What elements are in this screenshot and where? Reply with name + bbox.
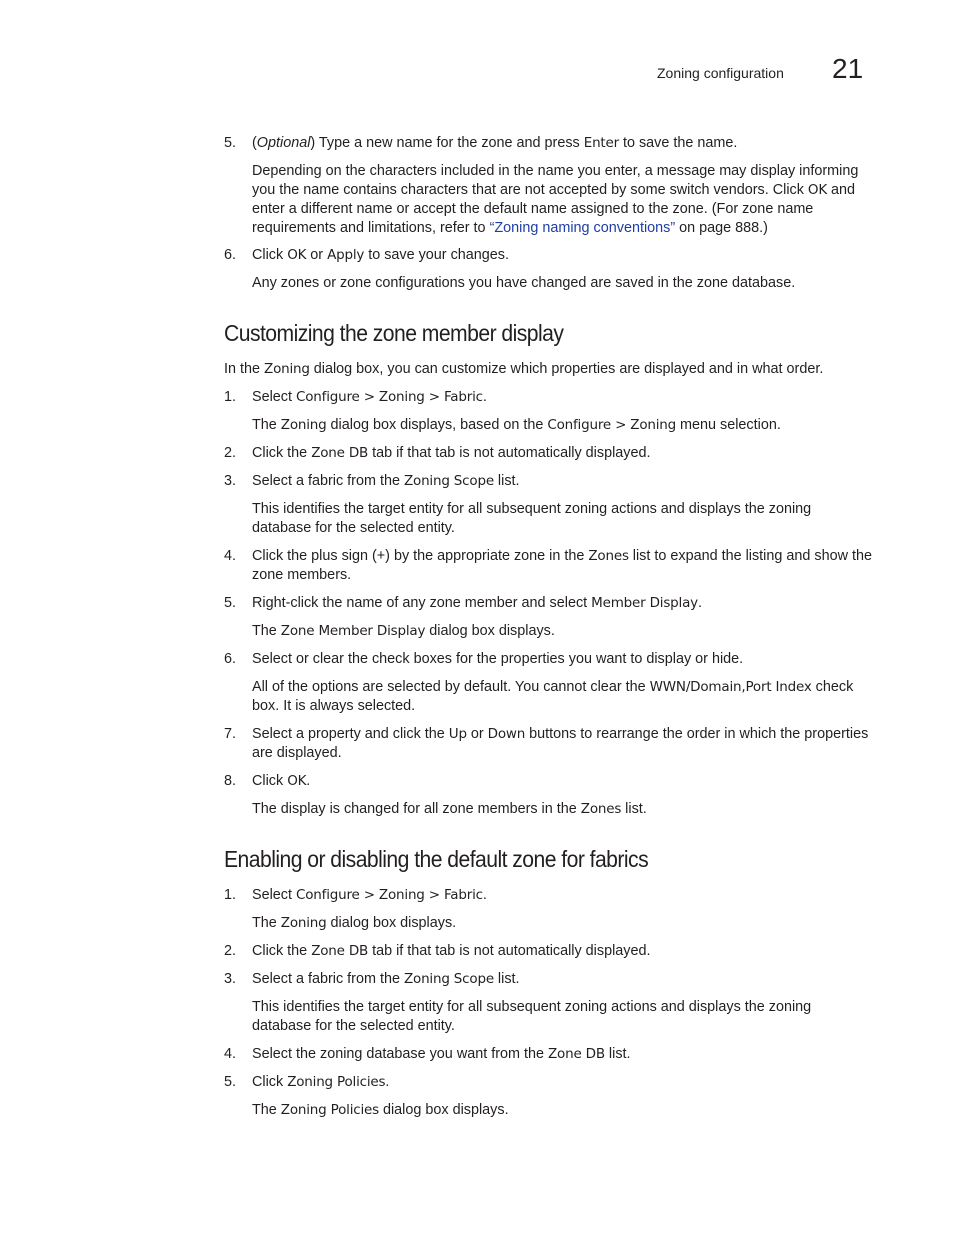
ui-term: Apply: [327, 247, 365, 263]
text: This identifies the target entity for all subsequent zoning actions and displays the zoning database for the selected entity.: [252, 501, 812, 536]
step-number: 2.: [224, 943, 237, 959]
text: Select or clear the check boxes for the properties you want to display or hide.: [252, 651, 744, 667]
ui-term: OK: [287, 773, 307, 789]
s1-step-4: [224, 547, 874, 585]
text: The: [252, 417, 281, 433]
text: dialog box, you can customize which properties are displayed and in what order.: [309, 361, 824, 377]
s2-step-3: [224, 970, 874, 989]
text: dialog box displays.: [326, 915, 457, 931]
s1-step-6-note: [224, 678, 874, 716]
step-number: 6.: [224, 651, 237, 667]
step-number: 4.: [224, 1046, 237, 1062]
text: Select a fabric from the: [252, 473, 404, 489]
step-6: [224, 246, 874, 265]
ui-term: Up: [448, 726, 467, 742]
ui-term: WWN/Domain,Port Index: [649, 679, 812, 695]
s1-step-8-note: [224, 800, 874, 819]
text: The: [252, 623, 281, 639]
s1-step-6: [224, 650, 874, 669]
step-number: 5.: [224, 135, 237, 151]
text: dialog box displays, based on the: [326, 417, 548, 433]
text: or: [306, 247, 328, 263]
s1-step-5: [224, 594, 874, 613]
text: ) Type a new name for the zone and press: [310, 135, 584, 151]
step-number: 3.: [224, 971, 237, 987]
text: This identifies the target entity for all subsequent zoning actions and displays the zoning database for the selected entity.: [252, 999, 812, 1034]
ui-term: Member Display: [591, 595, 698, 611]
text: list.: [621, 801, 647, 817]
ui-term: Zone DB: [311, 943, 369, 959]
ui-term: Configure > Zoning: [547, 417, 677, 433]
s2-step-2: [224, 942, 874, 961]
text: Depending on the characters included in the name you enter, a message may display informing you the name contains characters that are not accepted by some switch vendors. Click: [252, 163, 859, 198]
ui-term: Configure > Zoning > Fabric: [296, 389, 483, 405]
ui-term: Zoning Policies: [287, 1074, 386, 1090]
step-number: 5.: [224, 1074, 237, 1090]
text: list to expand the listing and show the zone members.: [252, 548, 872, 583]
ui-term: Zoning Policies: [280, 1102, 379, 1118]
ui-term: Zone Member Display: [280, 623, 426, 639]
ui-term: Zoning: [264, 361, 310, 377]
step-number: 8.: [224, 773, 237, 789]
text: .: [697, 595, 702, 611]
text: Right-click the name of any zone member and select: [252, 595, 592, 611]
text: .: [385, 1074, 390, 1090]
ui-term: Zoning Scope: [403, 971, 494, 987]
s1-step-1-note: [224, 416, 874, 435]
s1-step-2: [224, 444, 874, 463]
cross-reference-link[interactable]: “Zoning naming conventions”: [489, 220, 676, 236]
step-number: 3.: [224, 473, 237, 489]
text: Click: [252, 247, 288, 263]
s1-step-5-note: [224, 622, 874, 641]
text: Any zones or zone configurations you have changed are saved in the zone database.: [252, 275, 796, 291]
text: In the: [224, 361, 265, 377]
ui-term: OK: [807, 182, 828, 198]
s2-step-4: [224, 1045, 874, 1064]
text: The display is changed for all zone members in the: [252, 801, 581, 817]
text: tab if that tab is not automatically displayed.: [368, 445, 651, 461]
ui-term: OK: [287, 247, 307, 263]
text: Click the: [252, 445, 312, 461]
step-number: 7.: [224, 726, 237, 742]
step-6-note: [224, 274, 874, 293]
text: Select: [252, 887, 296, 903]
text: dialog box displays.: [425, 623, 555, 639]
ui-term: Zone DB: [548, 1046, 605, 1062]
ui-term: Zones: [588, 548, 629, 564]
ui-term: Zones: [580, 801, 622, 817]
s1-step-3-note: [224, 500, 874, 538]
text: tab if that tab is not automatically displayed.: [368, 943, 651, 959]
step-5-optional: [224, 134, 874, 153]
s1-step-7: [224, 725, 874, 763]
text: to save the name.: [618, 135, 738, 151]
text: .: [482, 389, 487, 405]
text: Select: [252, 389, 296, 405]
s2-step-5-note: [224, 1101, 874, 1120]
text: Click the plus sign (+) by the appropriate zone in the: [252, 548, 589, 564]
running-header-title: Zoning configuration: [657, 65, 784, 81]
step-number: 5.: [224, 595, 237, 611]
s1-step-3: [224, 472, 874, 491]
ui-term: Zoning: [280, 915, 327, 931]
text: or: [466, 726, 488, 742]
s2-step-3-note: [224, 998, 874, 1036]
text: dialog box displays.: [378, 1102, 509, 1118]
text: The: [252, 1102, 281, 1118]
text: list.: [493, 971, 520, 987]
s2-step-1-note: [224, 914, 874, 933]
ui-term: Zoning Scope: [403, 473, 494, 489]
text: list.: [604, 1046, 631, 1062]
s1-step-1: [224, 388, 874, 407]
ui-term: Down: [487, 726, 526, 742]
text: on page 888.): [675, 220, 768, 236]
ui-term: Configure > Zoning > Fabric: [296, 887, 483, 903]
chapter-number: 21: [832, 53, 864, 84]
text: Click the: [252, 943, 312, 959]
ui-term: Zone DB: [311, 445, 369, 461]
text: .: [482, 887, 487, 903]
step-number: 4.: [224, 548, 237, 564]
s2-step-5: [224, 1073, 874, 1092]
text: Click: [252, 1074, 288, 1090]
text: check box. It is always selected.: [252, 679, 854, 714]
text: .: [306, 773, 311, 789]
text: Select a fabric from the: [252, 971, 404, 987]
ui-term: Zoning: [280, 417, 327, 433]
text: menu selection.: [676, 417, 781, 433]
text: Select the zoning database you want from the: [252, 1046, 548, 1062]
s2-step-1: [224, 886, 874, 905]
step-number: 6.: [224, 247, 237, 263]
text: and enter a different name or accept the default name assigned to the zone. (For zone name requirements and limitations, refer to: [252, 182, 856, 236]
text: Select a property and click the: [252, 726, 449, 742]
ui-term: Enter: [583, 135, 619, 151]
text: to save your changes.: [364, 247, 509, 263]
step-5-note: [224, 162, 874, 238]
text: list.: [493, 473, 520, 489]
step-number: 1.: [224, 389, 237, 405]
emphasis: Optional: [256, 135, 311, 151]
text: buttons to rearrange the order in which the properties are displayed.: [252, 726, 869, 761]
section-intro: [224, 360, 874, 379]
section-heading: Customizing the zone member display: [224, 320, 564, 346]
text: Click: [252, 773, 288, 789]
s1-step-8: [224, 772, 874, 791]
section-heading: Enabling or disabling the default zone for fabrics: [224, 846, 649, 872]
text: All of the options are selected by default. You cannot clear the: [252, 679, 650, 695]
step-number: 1.: [224, 887, 237, 903]
text: The: [252, 915, 281, 931]
step-number: 2.: [224, 445, 237, 461]
text: (: [252, 135, 257, 151]
